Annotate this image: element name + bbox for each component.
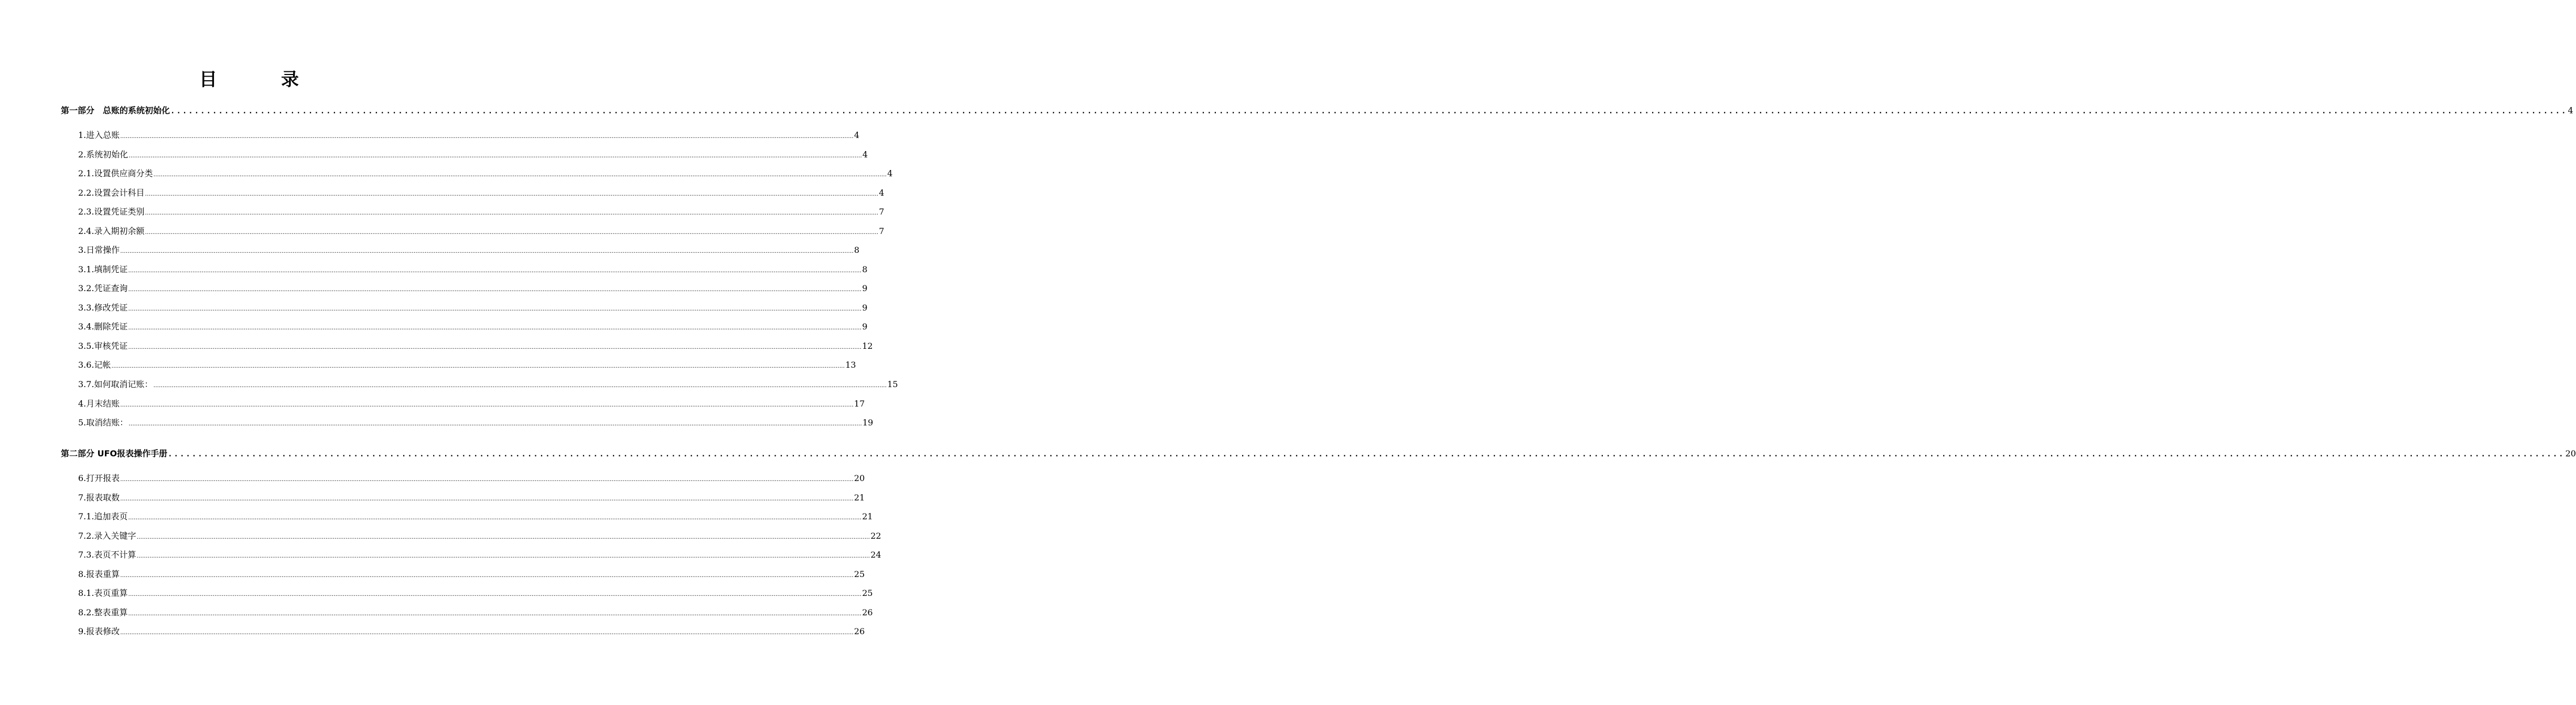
dot-leader: ................................................................................................................................................................................................................................................................................................................................................................................................................: [153, 171, 887, 178]
toc-entry-line[interactable]: [78, 397, 865, 409]
toc-entry-line[interactable]: [78, 339, 873, 351]
toc-entry-number: 3.5.: [78, 341, 94, 351]
dot-leader: ................................................................................................................................................................................................................................................................................................................................................................................................................: [128, 591, 862, 597]
toc-entry-number: 7.1.: [78, 511, 94, 521]
toc-entry-text: 系统初始化: [86, 149, 128, 159]
toc-page-number: 19: [862, 418, 874, 428]
toc-page-number: 25: [854, 569, 865, 579]
dot-leader: ................................................................................................................................................................................................................................................................................................................................................................................................................: [145, 209, 879, 216]
dot-leader: ................................................................................................................................................................................................................................................................................................................................................................................................................: [128, 344, 862, 350]
toc-page-number: 4: [854, 130, 860, 140]
toc-entry-text: 凭证查询: [94, 283, 128, 293]
toc-entry-text: 取消结账：: [86, 418, 128, 428]
toc-page-number: 25: [862, 588, 873, 598]
toc-entry-text: 如何取消记账：: [94, 379, 153, 389]
toc-entry-text: 表页不计算: [94, 550, 136, 560]
toc-entry-line[interactable]: [78, 282, 868, 294]
dot-leader: ................................................................................................................................................................................................................................................................................................................................................................................................................: [120, 401, 854, 408]
toc-entry-number: 2.2.: [78, 188, 94, 198]
toc-entry-text: 打开报表: [86, 473, 120, 483]
toc-entry-number: 7.3.: [78, 550, 94, 560]
toc-entry-number: 3.1.: [78, 264, 94, 274]
toc-entry-line[interactable]: [78, 320, 868, 332]
toc-entry-text: 设置会计科目: [94, 188, 145, 198]
toc-page-number: 20: [854, 473, 865, 483]
dot-leader: ................................................................................................................................................................................................................................................................................................................................................................................................................: [120, 133, 854, 140]
toc-page-number: 4: [879, 188, 885, 198]
toc-entry-line[interactable]: [78, 167, 893, 179]
toc-entry-text: 删除凭证: [94, 322, 128, 332]
toc-entry-text: 报表重算: [86, 569, 120, 579]
dot-leader: ................................................................................................................................................................................................................................................................................................................................................................................................................: [145, 229, 879, 236]
toc-entry-line[interactable]: [78, 510, 873, 522]
dot-leader: ................................................................................................................................................................................................................................................................................................................................................................................................................: [136, 533, 870, 540]
toc-entry-line[interactable]: [78, 358, 856, 370]
toc-entry-number: 5.: [78, 418, 87, 428]
dot-leader: ................................................................................................................................................................................................................................................................................................................................................................................................................: [120, 248, 854, 254]
dot-leader: ................................................................................................................................................................................................................................................................................................................................................................................................................: [128, 420, 862, 427]
toc-page-number: 9: [862, 283, 868, 293]
toc-entry-number: 4.: [78, 399, 87, 409]
toc-entry-number: 3.2.: [78, 283, 94, 293]
toc-entry-text: 整表重算: [94, 607, 128, 617]
toc-entry-line[interactable]: [78, 378, 898, 390]
toc-page-number: 21: [854, 493, 865, 503]
toc-page-number: 4: [862, 149, 868, 159]
dot-leader: ................................................................................................................................................................................................................................................................................................................................................................................................................: [128, 305, 862, 312]
toc-entry-line[interactable]: [78, 529, 881, 541]
toc-page-number: 4: [2568, 105, 2573, 115]
toc-entry-number: 2.3.: [78, 207, 94, 217]
toc-entry-text: 录入期初余额: [94, 226, 145, 236]
toc-entry-line[interactable]: [78, 129, 860, 141]
toc-page-number: 8: [862, 264, 868, 274]
dot-leader: ................................................................................................................................................................................................................................................................................................................................................................................................................: [120, 476, 854, 483]
toc-page-number: 9: [862, 303, 868, 313]
dot-leader: ................................................................................................................................................................................................................................................................................................................................................................................................................: [168, 450, 2565, 458]
toc-entry-number: 2.1.: [78, 168, 94, 178]
toc-entry-number: 3.4.: [78, 322, 94, 332]
toc-entry-number: 7.: [78, 493, 87, 503]
dot-leader: ................................................................................................................................................................................................................................................................................................................................................................................................................: [128, 152, 862, 159]
toc-entry-line[interactable]: [78, 568, 865, 580]
toc-entry-text: 修改凭证: [94, 303, 128, 313]
toc-entry-line[interactable]: [78, 263, 868, 275]
toc-entry-line[interactable]: [78, 606, 873, 618]
toc-entry-line[interactable]: [78, 225, 885, 237]
toc-part-label: 第二部分 UFO报表操作手册: [61, 448, 168, 458]
toc-entry-text: 进入总账: [86, 130, 120, 140]
dot-leader: ................................................................................................................................................................................................................................................................................................................................................................................................................: [111, 362, 845, 369]
dot-leader: ................................................................................................................................................................................................................................................................................................................................................................................................................: [145, 190, 879, 197]
toc-entry-text: 报表取数: [86, 493, 120, 503]
toc-entry-line[interactable]: [78, 548, 881, 560]
toc-page-number: 12: [862, 341, 873, 351]
toc-entry-text: 记帐: [94, 360, 111, 370]
toc-entry-line[interactable]: [78, 586, 873, 599]
toc-page-number: 7: [879, 207, 885, 217]
toc-entry-number: 1.: [78, 130, 87, 140]
dot-leader: ................................................................................................................................................................................................................................................................................................................................................................................................................: [120, 629, 854, 636]
toc-entry-number: 8.1.: [78, 588, 94, 598]
toc-entry-text: 日常操作: [86, 245, 120, 255]
toc-page-number: 17: [854, 399, 865, 409]
dot-leader: ................................................................................................................................................................................................................................................................................................................................................................................................................: [120, 572, 854, 579]
toc-entry-text: 表页重算: [94, 588, 128, 598]
toc-entry-line[interactable]: [78, 243, 860, 255]
toc-entry-number: 2.4.: [78, 226, 94, 236]
toc-entry-line[interactable]: [78, 625, 865, 637]
toc-page-number: 22: [870, 531, 881, 541]
dot-leader: ................................................................................................................................................................................................................................................................................................................................................................................................................: [128, 514, 862, 521]
toc-entry-number: 9.: [78, 626, 87, 636]
toc-page-number: 26: [862, 607, 873, 617]
toc-entry-line[interactable]: [78, 148, 868, 160]
dot-leader: ................................................................................................................................................................................................................................................................................................................................................................................................................: [128, 610, 862, 617]
toc-page-number: 8: [854, 245, 860, 255]
toc-entry-number: 6.: [78, 473, 87, 483]
toc-page-number: 26: [854, 626, 865, 636]
toc-entry-number: 2.: [78, 149, 87, 159]
toc-page-number: 21: [862, 511, 873, 521]
toc-page-number: 13: [845, 360, 856, 370]
toc-entry-text: 设置供应商分类: [94, 168, 153, 178]
toc-entry-text: 录入关键字: [94, 531, 136, 541]
toc-entry-number: 3.6.: [78, 360, 94, 370]
toc-entry-line[interactable]: [78, 205, 885, 217]
dot-leader: ................................................................................................................................................................................................................................................................................................................................................................................................................: [128, 286, 862, 293]
toc-entry-line[interactable]: [78, 472, 865, 484]
toc-page-number: 20: [2565, 448, 2576, 458]
toc-part-label: 第一部分 总账的系统初始化: [61, 105, 170, 115]
toc-entry-text: 追加表页: [94, 511, 128, 521]
toc-entry-number: 8.2.: [78, 607, 94, 617]
toc-page-number: 4: [887, 168, 893, 178]
toc-page-number: 15: [887, 379, 898, 389]
toc-title: 目 录: [199, 69, 322, 90]
toc-entry-line[interactable]: [78, 301, 868, 313]
toc-entry-text: 报表修改: [86, 626, 120, 636]
toc-page-number: 24: [870, 550, 881, 560]
toc-entry-text: 填制凭证: [94, 264, 128, 274]
toc-entry-number: 7.2.: [78, 531, 94, 541]
toc-entry-line[interactable]: [78, 186, 885, 198]
dot-leader: ................................................................................................................................................................................................................................................................................................................................................................................................................: [128, 267, 862, 274]
dot-leader: ................................................................................................................................................................................................................................................................................................................................................................................................................: [120, 495, 854, 502]
toc-entry-number: 3.3.: [78, 303, 94, 313]
toc-entry-number: 3.7.: [78, 379, 94, 389]
toc-entry-number: 8.: [78, 569, 87, 579]
dot-leader: ................................................................................................................................................................................................................................................................................................................................................................................................................: [136, 552, 870, 559]
toc-page-number: 9: [862, 322, 868, 332]
dot-leader: ................................................................................................................................................................................................................................................................................................................................................................................................................: [153, 382, 887, 389]
toc-entry-text: 审核凭证: [94, 341, 128, 351]
dot-leader: ................................................................................................................................................................................................................................................................................................................................................................................................................: [128, 324, 862, 331]
toc-entry-text: 设置凭证类别: [94, 207, 145, 217]
toc-entry-number: 3.: [78, 245, 87, 255]
toc-page-number: 7: [879, 226, 885, 236]
toc-entry-line[interactable]: [78, 416, 874, 428]
toc-part-line[interactable]: [61, 447, 2576, 459]
toc-entry-line[interactable]: [78, 491, 865, 503]
toc-part-line[interactable]: [61, 104, 2573, 116]
dot-leader: ................................................................................................................................................................................................................................................................................................................................................................................................................: [170, 107, 2568, 115]
toc-entry-text: 月末结账: [86, 399, 120, 409]
